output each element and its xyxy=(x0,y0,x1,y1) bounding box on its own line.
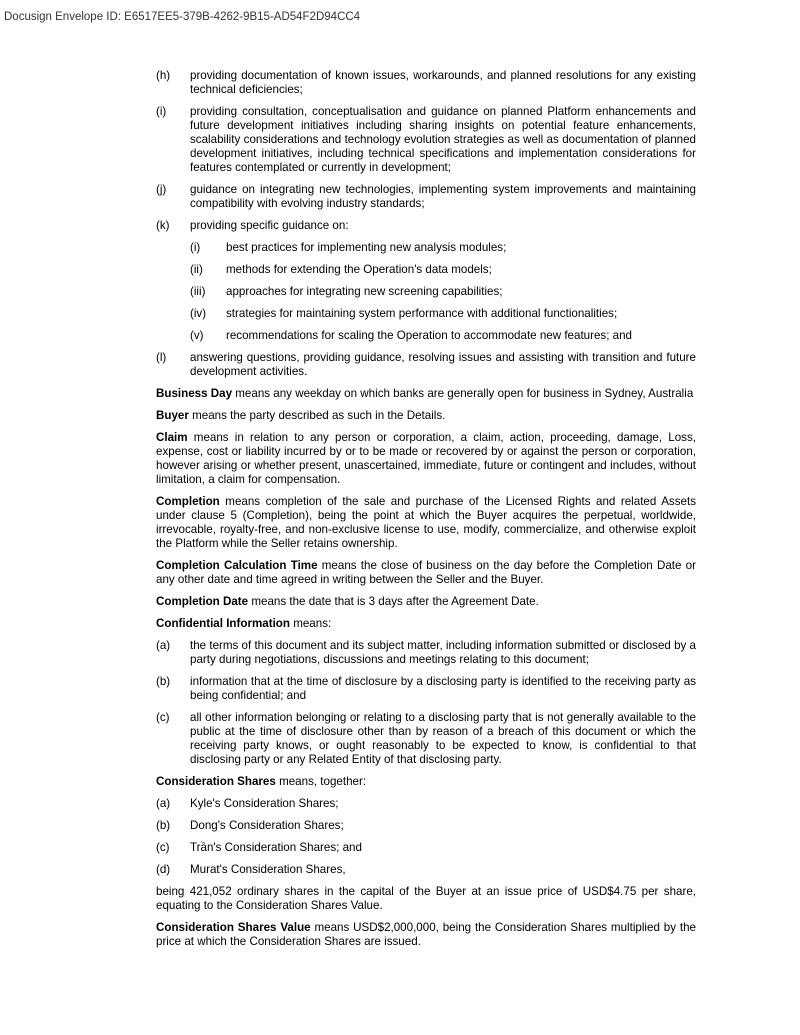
sub-text: recommendations for scaling the Operation to accommodate new features; and xyxy=(226,329,633,342)
list-label: (l) xyxy=(156,351,167,364)
sub-text: best practices for implementing new analysis modules; xyxy=(226,241,507,254)
definition-text: means completion of the sale and purchase of the Licensed Rights and related Assets under clause 5 (Completion), being the point at which the Buyer acquires the perpetual, worldwide, irrevocable, royalty-free, and non-exclusive license to use, modify, commercialize, and otherwise exploit the Platform while the Seller retains ownership. xyxy=(156,495,696,550)
list-label: (a) xyxy=(156,639,171,652)
definition-consideration-shares-value xyxy=(156,921,696,949)
definition-text: means USD$2,000,000, being the Consideration Shares multiplied by the price at which the Consideration Shares are issued. xyxy=(156,921,696,948)
consideration-item-c xyxy=(156,841,696,855)
definition-completion xyxy=(156,495,696,551)
definition-term: Completion Date xyxy=(156,595,249,608)
sub-item-ii xyxy=(156,263,696,277)
list-text: guidance on integrating new technologies, implementing system improvements and maintaining compatibility with evolving industry standards; xyxy=(190,183,696,210)
definition-completion-calculation-time xyxy=(156,559,696,587)
list-item-i xyxy=(156,105,696,175)
docusign-envelope-id: Docusign Envelope ID: E6517EE5-379B-4262-9B15-AD54F2D94CC4 xyxy=(4,11,361,23)
sub-item-i xyxy=(156,241,696,255)
list-item-l xyxy=(156,351,696,379)
consideration-item-b xyxy=(156,819,696,833)
list-text: Trần's Consideration Shares; and xyxy=(190,841,362,854)
sub-text: methods for extending the Operation's data models; xyxy=(226,263,492,276)
list-text: providing documentation of known issues, workarounds, and planned resolutions for any existing technical deficiencies; xyxy=(190,69,696,96)
list-label: (a) xyxy=(156,797,171,810)
list-text: providing consultation, conceptualisation and guidance on planned Platform enhancements and future development initiatives including sharing insights on potential feature enhancements, scalability considerations and technology evolution strategies as well as documentation of planned development initiatives, including technical specifications and implementation considerations for features contemplated or currently in development; xyxy=(190,105,696,174)
definition-term: Completion Calculation Time xyxy=(156,559,318,572)
definition-term: Business Day xyxy=(156,387,233,400)
list-text: the terms of this document and its subject matter, including information submitted or disclosed by a party during negotiations, discussions and meetings relating to this document; xyxy=(190,639,696,666)
list-text: all other information belonging or relating to a disclosing party that is not generally available to the public at the time of disclosure other than by reason of a breach of this document or which the receiving party knows, or ought reasonably to be expected to know, is confidential to that disclosing party or any Related Entity of that disclosing party. xyxy=(190,711,696,766)
definition-business-day xyxy=(156,387,696,401)
list-label: (c) xyxy=(156,711,170,724)
definition-text: means, together: xyxy=(275,775,367,788)
sub-item-v xyxy=(156,329,696,343)
sub-label: (ii) xyxy=(190,263,203,276)
definition-term: Completion xyxy=(156,495,220,508)
definition-text: means in relation to any person or corporation, a claim, action, proceeding, damage, Loss, expense, cost or liability incurred by or to be made or recovered by or against the person or corporation, however arising or whether present, unascertained, immediate, future or contingent and includes, without limitation, a claim for compensation. xyxy=(156,431,696,486)
document-body xyxy=(156,69,696,949)
definition-confidential-information xyxy=(156,617,696,631)
sub-text: approaches for integrating new screening capabilities; xyxy=(226,285,503,298)
confidential-item-b xyxy=(156,675,696,703)
list-item-k xyxy=(156,219,696,233)
sub-text: strategies for maintaining system performance with additional functionalities; xyxy=(226,307,618,320)
list-item-h xyxy=(156,69,696,97)
definition-text: means: xyxy=(289,617,332,630)
list-item-j xyxy=(156,183,696,211)
list-label: (k) xyxy=(156,219,170,232)
sub-label: (iii) xyxy=(190,285,206,298)
list-text: Kyle's Consideration Shares; xyxy=(190,797,339,810)
definition-term: Buyer xyxy=(156,409,189,422)
definition-completion-date xyxy=(156,595,696,609)
definition-text: means the close of business on the day before the Completion Date or any other date and time agreed in writing between the Seller and the Buyer. xyxy=(156,559,696,586)
list-text: information that at the time of disclosure by a disclosing party is identified to the receiving party as being confidential; and xyxy=(190,675,696,702)
definition-consideration-shares xyxy=(156,775,696,789)
definition-text: means the party described as such in the Details. xyxy=(188,409,446,422)
confidential-item-c xyxy=(156,711,696,767)
list-label: (c) xyxy=(156,841,170,854)
sub-item-iii xyxy=(156,285,696,299)
list-text: answering questions, providing guidance, resolving issues and assisting with transition and future development activities. xyxy=(190,351,696,378)
confidential-item-a xyxy=(156,639,696,667)
sub-label: (v) xyxy=(190,329,204,342)
definition-term: Consideration Shares xyxy=(156,775,276,788)
list-text: Dong's Consideration Shares; xyxy=(190,819,344,832)
consideration-tail: being 421,052 ordinary shares in the capital of the Buyer at an issue price of USD$4.75 per share, equating to the Consideration Shares Value. xyxy=(156,885,696,912)
definition-term: Confidential Information xyxy=(156,617,290,630)
list-label: (h) xyxy=(156,69,171,82)
definition-text: means the date that is 3 days after the Agreement Date. xyxy=(248,595,539,608)
definition-term: Claim xyxy=(156,431,188,444)
definition-buyer xyxy=(156,409,696,423)
sub-label: (iv) xyxy=(190,307,207,320)
list-text: providing specific guidance on: xyxy=(190,219,349,232)
sub-label: (i) xyxy=(190,241,201,254)
definition-text: means any weekday on which banks are generally open for business in Sydney, Australia xyxy=(232,387,694,400)
consideration-item-d xyxy=(156,863,696,877)
list-label: (d) xyxy=(156,863,171,876)
definition-claim xyxy=(156,431,696,487)
list-label: (i) xyxy=(156,105,167,118)
list-text: Murat's Consideration Shares, xyxy=(190,863,346,876)
list-label: (j) xyxy=(156,183,167,196)
definition-term: Consideration Shares Value xyxy=(156,921,311,934)
list-label: (b) xyxy=(156,819,171,832)
sub-item-iv xyxy=(156,307,696,321)
list-label: (b) xyxy=(156,675,171,688)
consideration-item-a xyxy=(156,797,696,811)
